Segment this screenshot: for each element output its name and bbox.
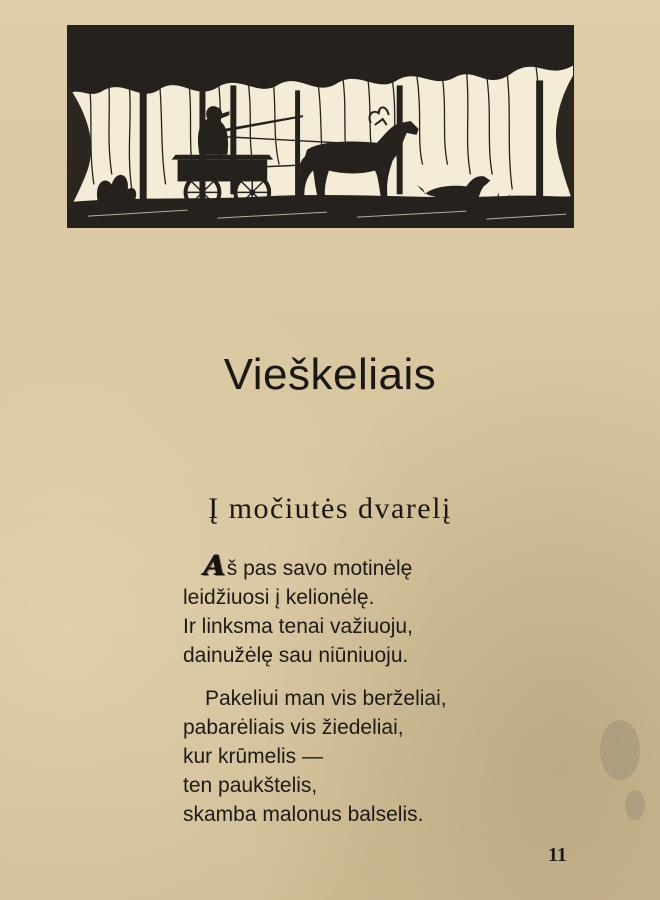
poem-line: dainužėlę sau niūniuoju. — [183, 644, 409, 667]
poem-line: Ir linksma tenai važiuoju, — [183, 615, 413, 638]
poem-line: Pakeliui man vis berželiai, — [205, 687, 447, 710]
horse-cart-illustration — [67, 25, 574, 228]
stanza-2 — [183, 684, 447, 829]
drop-cap: A — [203, 549, 225, 582]
poem-line — [183, 549, 413, 583]
poem-line: ten paukštelis, — [183, 774, 318, 797]
poem-line: skamba malonus balselis. — [183, 803, 424, 826]
page-number: 11 — [548, 844, 567, 866]
poem-title: Į močiutės dvarelį — [208, 492, 452, 525]
stanza-1 — [183, 549, 413, 670]
poem-line: kur krūmelis — — [183, 745, 324, 768]
paper-stain — [600, 720, 640, 780]
poem-line: pabarėliais vis žiedeliai, — [183, 716, 404, 739]
horse-cart-with-dog-icon — [68, 26, 573, 227]
first-line-text: š pas savo motinėlę — [226, 557, 413, 580]
page-title: Vieškeliais — [223, 350, 437, 399]
paper-stain — [625, 790, 645, 820]
poem-line: leidžiuosi į kelionėlę. — [183, 586, 375, 609]
